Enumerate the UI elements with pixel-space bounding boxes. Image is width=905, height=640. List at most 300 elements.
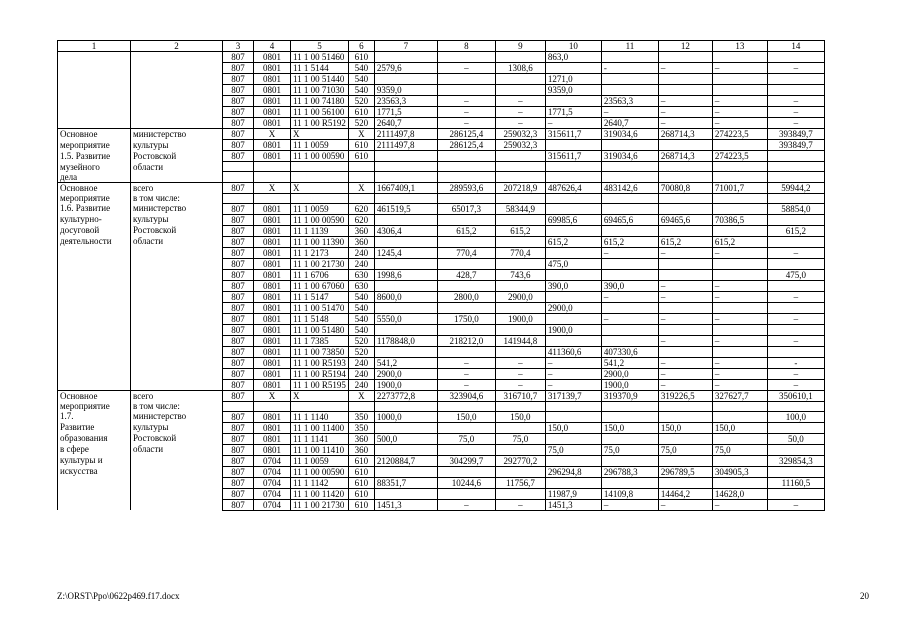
table-cell: 150,0 (545, 422, 601, 433)
table-cell: 14109,8 (601, 488, 658, 499)
table-cell: 304299,7 (437, 455, 495, 466)
activity-label: Основное (58, 390, 131, 401)
table-cell: 0704 (254, 477, 291, 488)
table-cell (291, 401, 349, 411)
table-row (58, 172, 825, 183)
table-cell (712, 433, 767, 444)
table-cell: 540 (348, 302, 374, 313)
table-cell (658, 302, 712, 313)
executor-label (131, 52, 223, 63)
table-cell: – (495, 118, 545, 129)
table-cell: 268714,3 (658, 129, 712, 140)
table-cell: – (658, 379, 712, 390)
table-cell: 0801 (254, 118, 291, 129)
table-cell: 807 (223, 411, 254, 422)
table-cell: 0801 (254, 368, 291, 379)
table-cell: 807 (223, 422, 254, 433)
table-row (58, 236, 825, 247)
table-cell (495, 85, 545, 96)
table-cell: 59944,2 (767, 182, 824, 193)
executor-label: Ростовской (131, 151, 223, 162)
activity-label (58, 379, 131, 390)
table-row (58, 96, 825, 107)
table-cell (767, 401, 824, 411)
table-cell: 2120884,7 (374, 455, 437, 466)
table-cell (767, 488, 824, 499)
table-cell: 315611,7 (545, 151, 601, 162)
table-cell: 0704 (254, 488, 291, 499)
activity-label (58, 96, 131, 107)
column-header: 13 (712, 41, 767, 52)
table-cell: – (658, 107, 712, 118)
table-cell: 807 (223, 182, 254, 193)
table-cell: 11 1 00 51470 (291, 302, 349, 313)
table-cell: 304905,3 (712, 466, 767, 477)
table-cell (658, 455, 712, 466)
table-cell: – (712, 291, 767, 302)
table-cell: 11 1 00 21730 (291, 258, 349, 269)
table-cell (495, 172, 545, 183)
table-cell: – (601, 291, 658, 302)
table-cell: 610 (348, 455, 374, 466)
table-cell: 2640,7 (601, 118, 658, 129)
table-cell: – (437, 357, 495, 368)
table-cell (601, 172, 658, 183)
table-cell (712, 324, 767, 335)
table-cell (601, 335, 658, 346)
table-cell: 0801 (254, 379, 291, 390)
table-cell: 11 1 00 R5195 (291, 379, 349, 390)
table-cell (495, 151, 545, 162)
table-cell: 268714,3 (658, 151, 712, 162)
column-header: 10 (545, 41, 601, 52)
table-cell (601, 225, 658, 236)
table-cell: 1000,0 (374, 411, 437, 422)
table-cell: 11 1 0059 (291, 455, 349, 466)
column-header: 12 (658, 41, 712, 52)
table-cell (545, 433, 601, 444)
table-cell (374, 258, 437, 269)
table-cell: 520 (348, 335, 374, 346)
table-cell: 9359,0 (374, 85, 437, 96)
page-number: 20 (860, 591, 869, 601)
executor-label (131, 291, 223, 302)
table-cell: 4306,4 (374, 225, 437, 236)
table-cell (254, 162, 291, 172)
table-cell: 807 (223, 455, 254, 466)
table-cell (658, 477, 712, 488)
table-cell (658, 140, 712, 151)
executor-label (131, 172, 223, 183)
table-cell: 807 (223, 258, 254, 269)
executor-label (131, 258, 223, 269)
table-cell: 807 (223, 118, 254, 129)
activity-label (58, 63, 131, 74)
activity-label: Основное (58, 182, 131, 193)
table-cell: 615,2 (658, 236, 712, 247)
table-cell (658, 258, 712, 269)
table-cell: 11 1 00 R5194 (291, 368, 349, 379)
column-header: 9 (495, 41, 545, 52)
table-cell: 11 1 0059 (291, 140, 349, 151)
table-cell: 807 (223, 85, 254, 96)
table-cell (374, 172, 437, 183)
column-header: 3 (223, 41, 254, 52)
executor-label (131, 96, 223, 107)
table-cell: 483142,6 (601, 182, 658, 193)
table-cell: 1308,6 (495, 63, 545, 74)
table-cell: – (658, 96, 712, 107)
table-cell (374, 214, 437, 225)
activity-label (58, 488, 131, 499)
table-cell (658, 74, 712, 85)
table-cell (658, 411, 712, 422)
table-cell: 75,0 (658, 444, 712, 455)
table-cell (374, 466, 437, 477)
activity-label (58, 74, 131, 85)
table-cell: 2579,6 (374, 63, 437, 74)
table-cell: 11 1 00 R5192 (291, 118, 349, 129)
table-cell (437, 193, 495, 203)
table-cell: 0801 (254, 324, 291, 335)
activity-label (58, 368, 131, 379)
table-cell (767, 151, 824, 162)
table-cell (291, 162, 349, 172)
table-row (58, 52, 825, 63)
table-cell: 0801 (254, 140, 291, 151)
table-cell (601, 85, 658, 96)
activity-label: досуговой (58, 225, 131, 236)
table-cell: 610 (348, 477, 374, 488)
table-cell: – (712, 63, 767, 74)
table-cell (437, 444, 495, 455)
table-cell: – (658, 357, 712, 368)
table-cell: 274223,5 (712, 151, 767, 162)
table-cell: 11160,5 (767, 477, 824, 488)
table-cell (545, 193, 601, 203)
table-cell: 23563,3 (601, 96, 658, 107)
table-cell: 11 1 1139 (291, 225, 349, 236)
table-cell: – (767, 368, 824, 379)
table-cell: 610 (348, 107, 374, 118)
table-row (58, 63, 825, 74)
table-cell (374, 422, 437, 433)
table-row (58, 151, 825, 162)
table-cell: – (712, 379, 767, 390)
table-cell (437, 85, 495, 96)
header-row (58, 41, 825, 52)
table-cell: – (767, 379, 824, 390)
table-cell: – (545, 379, 601, 390)
table-row (58, 258, 825, 269)
table-cell: 0801 (254, 74, 291, 85)
table-cell (767, 193, 824, 203)
table-cell: 1900,0 (601, 379, 658, 390)
table-cell: 2900,0 (545, 302, 601, 313)
table-row (58, 107, 825, 118)
table-cell: 610 (348, 151, 374, 162)
table-cell: 1998,6 (374, 269, 437, 280)
table-cell: – (767, 499, 824, 510)
table-cell: 11 1 00 R5193 (291, 357, 349, 368)
table-cell: – (437, 63, 495, 74)
table-cell: 11987,9 (545, 488, 601, 499)
table-cell: 0801 (254, 411, 291, 422)
table-cell (712, 162, 767, 172)
table-cell (437, 52, 495, 63)
table-cell: – (767, 107, 824, 118)
table-cell: 1900,0 (495, 313, 545, 324)
table-cell: 1771,5 (374, 107, 437, 118)
table-cell: 615,2 (712, 236, 767, 247)
executor-label (131, 335, 223, 346)
activity-label: мероприятие (58, 193, 131, 203)
executor-label: министерство (131, 411, 223, 422)
table-cell: 350 (348, 411, 374, 422)
table-cell (437, 74, 495, 85)
table-cell (495, 280, 545, 291)
table-cell: 807 (223, 151, 254, 162)
table-cell: – (767, 291, 824, 302)
table-cell: 2111497,8 (374, 140, 437, 151)
table-cell: – (767, 313, 824, 324)
table-cell: 0801 (254, 302, 291, 313)
table-cell: 487626,4 (545, 182, 601, 193)
table-cell: – (545, 368, 601, 379)
table-cell (545, 477, 601, 488)
table-cell: 807 (223, 444, 254, 455)
table-cell (374, 74, 437, 85)
table-row (58, 269, 825, 280)
table-cell: 0801 (254, 52, 291, 63)
activity-label (58, 85, 131, 96)
table-row (58, 118, 825, 129)
table-cell: 807 (223, 379, 254, 390)
table-cell (601, 74, 658, 85)
table-cell (767, 214, 824, 225)
table-cell (545, 247, 601, 258)
table-row (58, 324, 825, 335)
table-cell: 807 (223, 74, 254, 85)
table-cell: 1178848,0 (374, 335, 437, 346)
table-cell: – (601, 313, 658, 324)
table-cell: 240 (348, 379, 374, 390)
table-cell (495, 422, 545, 433)
table-cell: 0801 (254, 247, 291, 258)
table-cell: 461519,5 (374, 203, 437, 214)
table-cell: – (601, 107, 658, 118)
table-cell (767, 346, 824, 357)
table-cell: 11 1 2173 (291, 247, 349, 258)
table-row (58, 203, 825, 214)
executor-label: всего (131, 182, 223, 193)
table-cell (601, 401, 658, 411)
activity-label: мероприятие (58, 140, 131, 151)
table-cell (767, 85, 824, 96)
table-cell: 259032,3 (495, 140, 545, 151)
activity-label: культурно- (58, 214, 131, 225)
table-cell: – (437, 368, 495, 379)
activity-label (58, 291, 131, 302)
table-row (58, 433, 825, 444)
table-cell: 11 1 1140 (291, 411, 349, 422)
table-cell: X (348, 182, 374, 193)
table-cell: 11 1 7385 (291, 335, 349, 346)
table-cell: 807 (223, 477, 254, 488)
table-cell: 770,4 (495, 247, 545, 258)
table-cell: 50,0 (767, 433, 824, 444)
executor-label (131, 280, 223, 291)
table-row (58, 313, 825, 324)
table-cell (495, 488, 545, 499)
table-cell (495, 302, 545, 313)
table-cell: 807 (223, 129, 254, 140)
table-cell (658, 162, 712, 172)
table-cell: 807 (223, 107, 254, 118)
table-cell (767, 162, 824, 172)
table-cell (712, 258, 767, 269)
table-cell: – (437, 118, 495, 129)
activity-label (58, 477, 131, 488)
table-cell (437, 422, 495, 433)
table-cell: 9359,0 (545, 85, 601, 96)
table-cell: 317139,7 (545, 390, 601, 401)
executor-label (131, 63, 223, 74)
table-cell: 150,0 (658, 422, 712, 433)
table-cell: 807 (223, 488, 254, 499)
table-cell: – (495, 357, 545, 368)
table-cell: 807 (223, 466, 254, 477)
table-cell: 289593,6 (437, 182, 495, 193)
table-cell (658, 324, 712, 335)
activity-label (58, 335, 131, 346)
table-cell (437, 172, 495, 183)
table-cell: – (495, 368, 545, 379)
table-cell: 807 (223, 236, 254, 247)
table-row (58, 129, 825, 140)
table-cell: – (658, 291, 712, 302)
table-cell: 630 (348, 280, 374, 291)
table-cell: – (437, 107, 495, 118)
table-cell: 0801 (254, 225, 291, 236)
table-cell: – (658, 63, 712, 74)
executor-label (131, 357, 223, 368)
table-cell (545, 411, 601, 422)
table-cell: - (767, 357, 824, 368)
table-cell: – (712, 96, 767, 107)
table-cell (601, 455, 658, 466)
table-cell: 1900,0 (545, 324, 601, 335)
table-cell (545, 335, 601, 346)
table-cell (495, 193, 545, 203)
table-row (58, 214, 825, 225)
table-cell (374, 444, 437, 455)
executor-label (131, 302, 223, 313)
table-cell: 0801 (254, 433, 291, 444)
table-cell (601, 433, 658, 444)
table-cell: 360 (348, 236, 374, 247)
table-cell: 807 (223, 269, 254, 280)
table-cell: 520 (348, 346, 374, 357)
table-cell (437, 466, 495, 477)
table-cell: 0801 (254, 236, 291, 247)
table-cell: 11 1 6706 (291, 269, 349, 280)
table-cell: 75,0 (545, 444, 601, 455)
table-cell (601, 269, 658, 280)
table-cell: 11 1 00 00590 (291, 214, 349, 225)
table-cell (545, 291, 601, 302)
table-cell: – (712, 280, 767, 291)
table-cell (495, 236, 545, 247)
table-cell (495, 74, 545, 85)
table-cell: 10244,6 (437, 477, 495, 488)
table-cell (374, 346, 437, 357)
table-cell (437, 258, 495, 269)
executor-label (131, 499, 223, 510)
table-cell: 75,0 (437, 433, 495, 444)
table-cell: 475,0 (767, 269, 824, 280)
table-row (58, 140, 825, 151)
table-cell: 11 1 00 51440 (291, 74, 349, 85)
activity-label (58, 313, 131, 324)
activity-label: образования (58, 433, 131, 444)
table-cell: 407330,6 (601, 346, 658, 357)
table-cell (712, 477, 767, 488)
table-cell (254, 172, 291, 183)
table-cell: 11 1 00 11400 (291, 422, 349, 433)
table-cell: X (254, 129, 291, 140)
budget-table (57, 40, 825, 511)
table-cell: 360 (348, 225, 374, 236)
table-cell: 2640,7 (374, 118, 437, 129)
table-row (58, 346, 825, 357)
table-cell (658, 85, 712, 96)
activity-label (58, 107, 131, 118)
table-cell (712, 302, 767, 313)
table-cell (374, 52, 437, 63)
activity-label (58, 118, 131, 129)
table-cell (437, 280, 495, 291)
table-cell (545, 401, 601, 411)
table-cell: 807 (223, 63, 254, 74)
column-header: 14 (767, 41, 824, 52)
table-cell: 5550,0 (374, 313, 437, 324)
column-header: 8 (437, 41, 495, 52)
table-cell (495, 258, 545, 269)
executor-label (131, 379, 223, 390)
column-header: 11 (601, 41, 658, 52)
table-cell: 807 (223, 390, 254, 401)
table-cell: 75,0 (601, 444, 658, 455)
executor-label (131, 368, 223, 379)
table-cell (437, 401, 495, 411)
table-cell: 319370,9 (601, 390, 658, 401)
table-cell: – (767, 118, 824, 129)
table-cell: – (712, 107, 767, 118)
table-cell: 0801 (254, 444, 291, 455)
table-cell: 11 1 00 74180 (291, 96, 349, 107)
table-cell: 11 1 00 11420 (291, 488, 349, 499)
table-cell (601, 324, 658, 335)
table-cell: 207218,9 (495, 182, 545, 193)
executor-label (131, 118, 223, 129)
activity-label: 1.5. Развитие (58, 151, 131, 162)
table-cell: 350610,1 (767, 390, 824, 401)
activity-label (58, 247, 131, 258)
table-cell: 2900,0 (601, 368, 658, 379)
table-cell: 2800,0 (437, 291, 495, 302)
executor-label: Ростовской (131, 433, 223, 444)
